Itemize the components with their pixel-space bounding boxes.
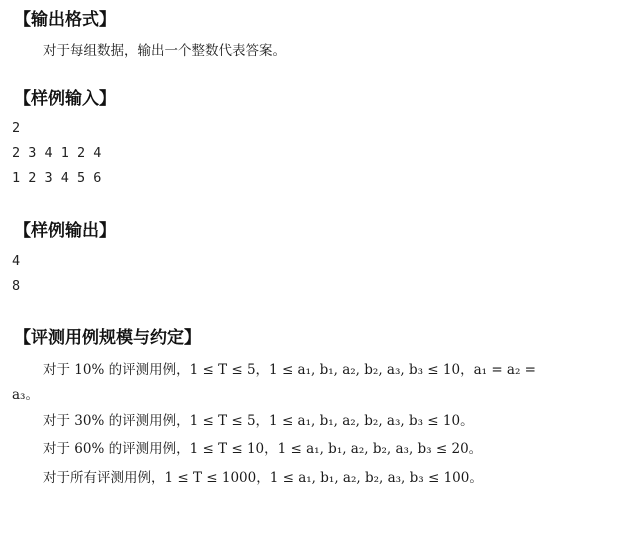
sample-input-line: 2	[12, 120, 21, 136]
output-format-heading: 【输出格式】	[14, 10, 116, 30]
constraints-heading: 【评测用例规模与约定】	[14, 328, 201, 348]
constraint-item: 对于 30% 的评测用例，1 ≤ T ≤ 5，1 ≤ a₁, b₁, a₂, b₂, a₃, b₃ ≤ 10。	[43, 413, 474, 429]
constraint-item: 对于 60% 的评测用例，1 ≤ T ≤ 10，1 ≤ a₁, b₁, a₂, b₂, a₃, b₃ ≤ 20。	[43, 441, 483, 457]
sample-input-line: 2 3 4 1 2 4	[12, 145, 102, 161]
constraint-item-continuation: a₃。	[12, 387, 39, 403]
sample-output-heading: 【样例输出】	[14, 221, 116, 241]
output-format-text: 对于每组数据，输出一个整数代表答案。	[43, 43, 286, 59]
sample-input-heading: 【样例输入】	[14, 89, 116, 109]
sample-input-block	[12, 116, 101, 191]
sample-input-line: 1 2 3 4 5 6	[12, 170, 102, 186]
sample-output-line: 4	[12, 253, 21, 269]
sample-output-line: 8	[12, 278, 21, 294]
constraint-item: 对于 10% 的评测用例，1 ≤ T ≤ 5，1 ≤ a₁, b₁, a₂, b₂, a₃, b₃ ≤ 10，a₁ = a₂ =	[43, 362, 536, 378]
constraint-item: 对于所有评测用例，1 ≤ T ≤ 1000，1 ≤ a₁, b₁, a₂, b₂, a₃, b₃ ≤ 100。	[43, 470, 483, 486]
sample-output-block	[12, 249, 20, 299]
